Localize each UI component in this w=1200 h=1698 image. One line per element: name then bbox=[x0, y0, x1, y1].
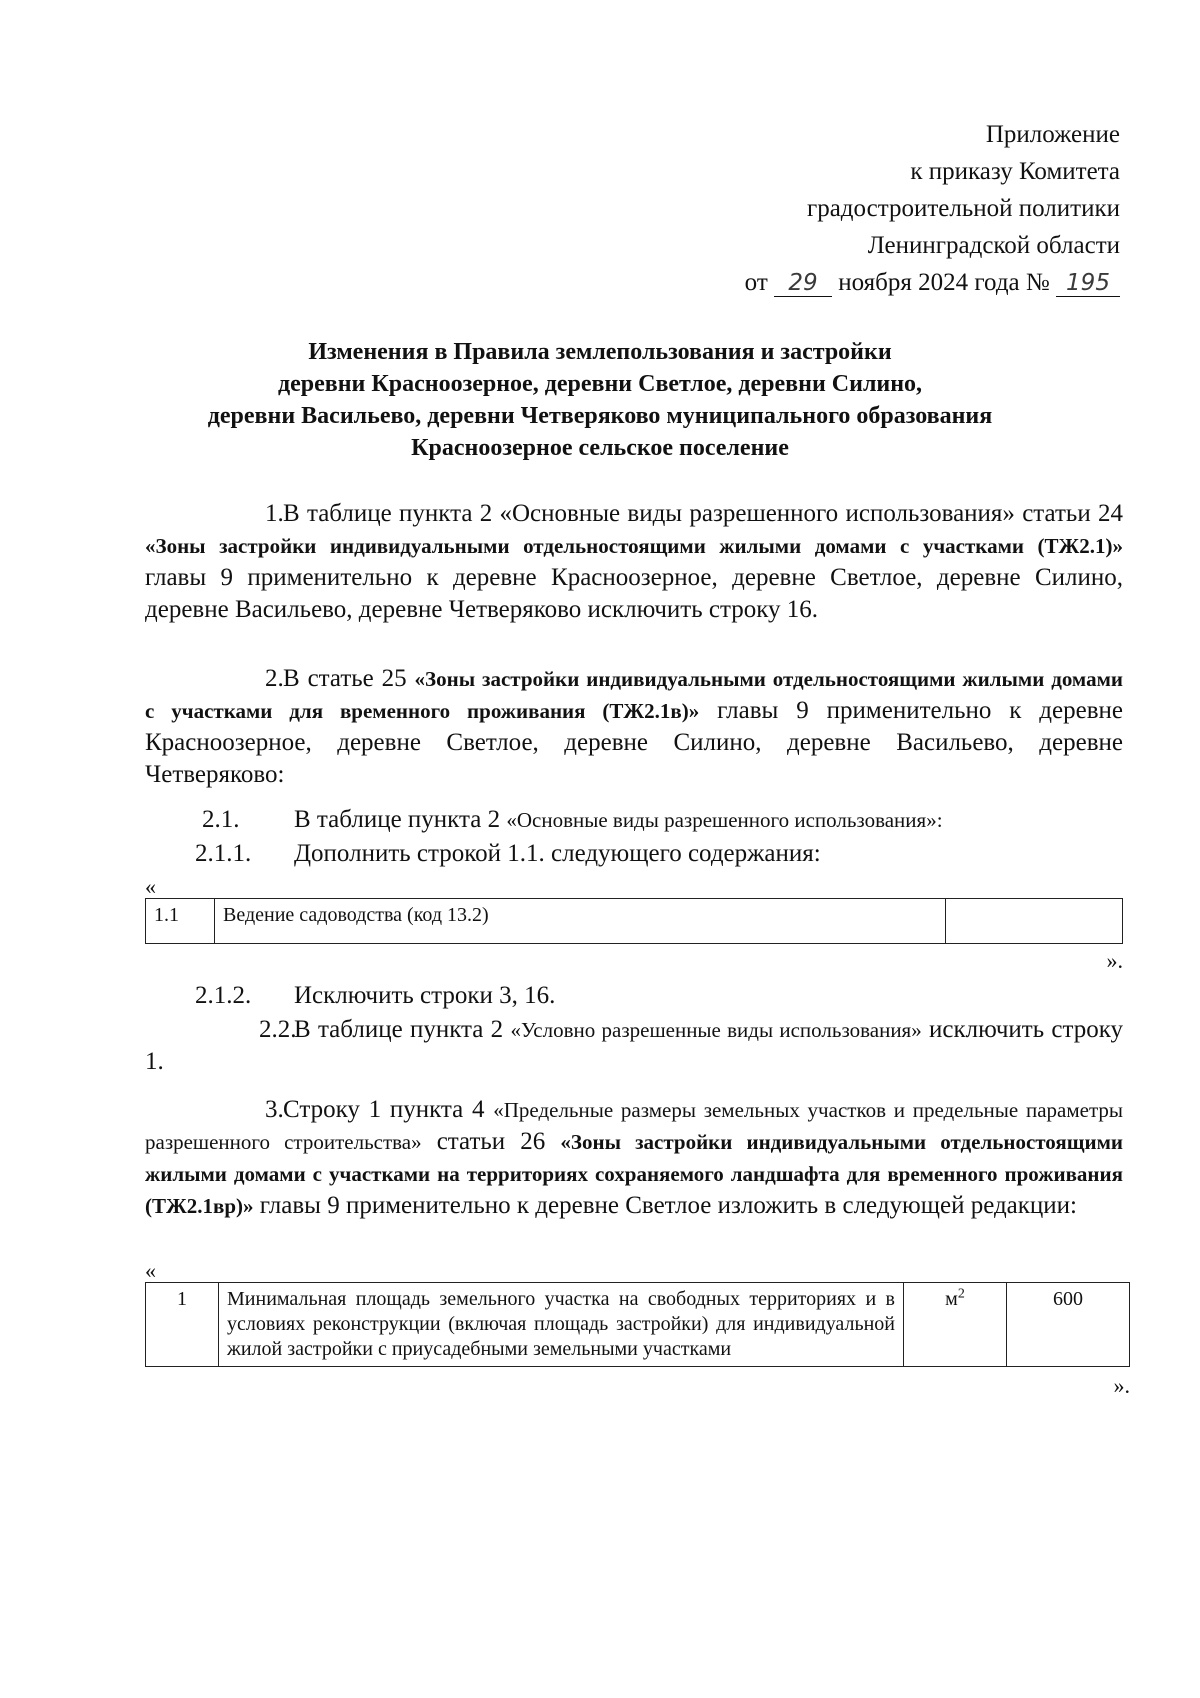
paragraph-2-2 bbox=[145, 1014, 1123, 1078]
paragraph-number: 2.1.2. bbox=[195, 982, 252, 1009]
paragraph-2-1-2 bbox=[145, 980, 1123, 1012]
paragraph-2-1-1 bbox=[145, 838, 1123, 870]
appendix-line: Ленинградской области bbox=[867, 232, 1120, 259]
paragraph-text: В таблице пункта 2 bbox=[294, 806, 507, 833]
table-name: «Основные виды разрешенного использования»: bbox=[506, 808, 943, 832]
appendix-line: к приказу Комитета bbox=[910, 158, 1120, 185]
table-2 bbox=[145, 1282, 1130, 1367]
appendix-header bbox=[560, 116, 1120, 301]
table-cell-number: 1 bbox=[146, 1283, 219, 1367]
table-name: «Предельные размеры земельных участков и предельные параметры разрешенного строительства» bbox=[145, 1098, 1123, 1154]
paragraph-number: 2.1.1. bbox=[195, 840, 252, 867]
paragraph-number: 2.2. bbox=[259, 1016, 297, 1043]
paragraph-3 bbox=[145, 1094, 1123, 1222]
order-date-line bbox=[560, 264, 1120, 301]
paragraph-text: статьи 26 bbox=[421, 1128, 561, 1155]
paragraph-text: Дополнить строкой 1.1. следующего содержания: bbox=[294, 840, 821, 867]
quote-open: « bbox=[145, 1258, 156, 1283]
date-month-year: ноября 2024 года bbox=[838, 269, 1020, 296]
zone-name: «Зоны застройки индивидуальными отдельностоящими жилыми домами с участками для временного проживания (ТЖ2.1в)» bbox=[145, 667, 1123, 723]
quote-close: ». bbox=[1106, 948, 1123, 973]
date-prefix: от bbox=[744, 269, 768, 296]
paragraph-2-1 bbox=[145, 804, 1123, 836]
quote-open: « bbox=[145, 874, 156, 899]
paragraph-1 bbox=[145, 498, 1123, 626]
table-row bbox=[146, 1283, 1130, 1367]
paragraph-text: главы 9 применительно к деревне Светлое изложить в следующей редакции: bbox=[253, 1192, 1078, 1219]
unit-superscript: 2 bbox=[957, 1286, 965, 1302]
table-cell-number: 1.1 bbox=[146, 899, 215, 944]
title-line: деревни Васильево, деревни Четверяково муниципального образования bbox=[207, 403, 993, 429]
handwritten-day: 29 bbox=[774, 270, 832, 297]
paragraph-text: Исключить строки 3, 16. bbox=[294, 982, 556, 1009]
paragraph-text: Строку 1 пункта 4 bbox=[283, 1096, 494, 1123]
zone-name: «Зоны застройки индивидуальными отдельностоящими жилыми домами с участками на территориях сохраняемого ландшафта для временного проживания (ТЖ2.1вр)» bbox=[145, 1130, 1123, 1218]
title-line: Изменения в Правила землепользования и застройки bbox=[308, 339, 892, 365]
paragraph-number: 2.1. bbox=[202, 806, 240, 833]
table-cell-empty bbox=[946, 899, 1123, 944]
paragraph-text: исключить строку 1. bbox=[145, 1016, 1123, 1075]
table-cell-unit bbox=[904, 1283, 1007, 1367]
paragraph-text: В статье 25 bbox=[283, 665, 415, 692]
paragraph-number: 3. bbox=[265, 1096, 284, 1123]
paragraph-number: 1. bbox=[265, 500, 284, 527]
paragraph-text: главы 9 применительно к деревне Красноозерное, деревне Светлое, деревне Силино, деревне Васильево, деревне Четверяково исключить строку 16. bbox=[145, 564, 1123, 623]
zone-name: «Зоны застройки индивидуальными отдельностоящими жилыми домами с участками (ТЖ2.1)» bbox=[145, 534, 1123, 558]
handwritten-order-number: 195 bbox=[1056, 270, 1120, 297]
paragraph-text: В таблице пункта 2 «Основные виды разрешенного использования» статьи 24 bbox=[283, 500, 1123, 527]
document-title bbox=[100, 336, 1100, 464]
table-cell-value: 600 bbox=[1007, 1283, 1130, 1367]
title-line: Красноозерное сельское поселение bbox=[411, 435, 789, 461]
table-2-block bbox=[145, 1258, 1130, 1397]
unit-text: м bbox=[945, 1288, 958, 1310]
table-cell-description: Ведение садоводства (код 13.2) bbox=[215, 899, 946, 944]
paragraph-text: В таблице пункта 2 bbox=[294, 1016, 511, 1043]
table-name: «Условно разрешенные виды использования» bbox=[510, 1018, 922, 1042]
paragraph-number: 2. bbox=[265, 665, 284, 692]
paragraph-text: главы 9 применительно к деревне Красноозерное, деревне Светлое, деревне Силино, деревне Васильево, деревне Четверяково: bbox=[145, 697, 1123, 788]
table-1 bbox=[145, 898, 1123, 944]
table-cell-description: Минимальная площадь земельного участка на свободных территориях и в условиях реконструкции (включая площадь застройки) для индивидуальной жилой застройки с приусадебными земельными участками bbox=[219, 1283, 904, 1367]
number-sign: № bbox=[1025, 269, 1050, 296]
appendix-line: градостроительной политики bbox=[806, 195, 1120, 222]
quote-close: ». bbox=[1113, 1373, 1130, 1398]
paragraph-2 bbox=[145, 663, 1123, 791]
table-1-block bbox=[145, 874, 1123, 972]
table-row bbox=[146, 899, 1123, 944]
appendix-line: Приложение bbox=[985, 121, 1120, 148]
title-line: деревни Красноозерное, деревни Светлое, деревни Силино, bbox=[277, 371, 923, 397]
